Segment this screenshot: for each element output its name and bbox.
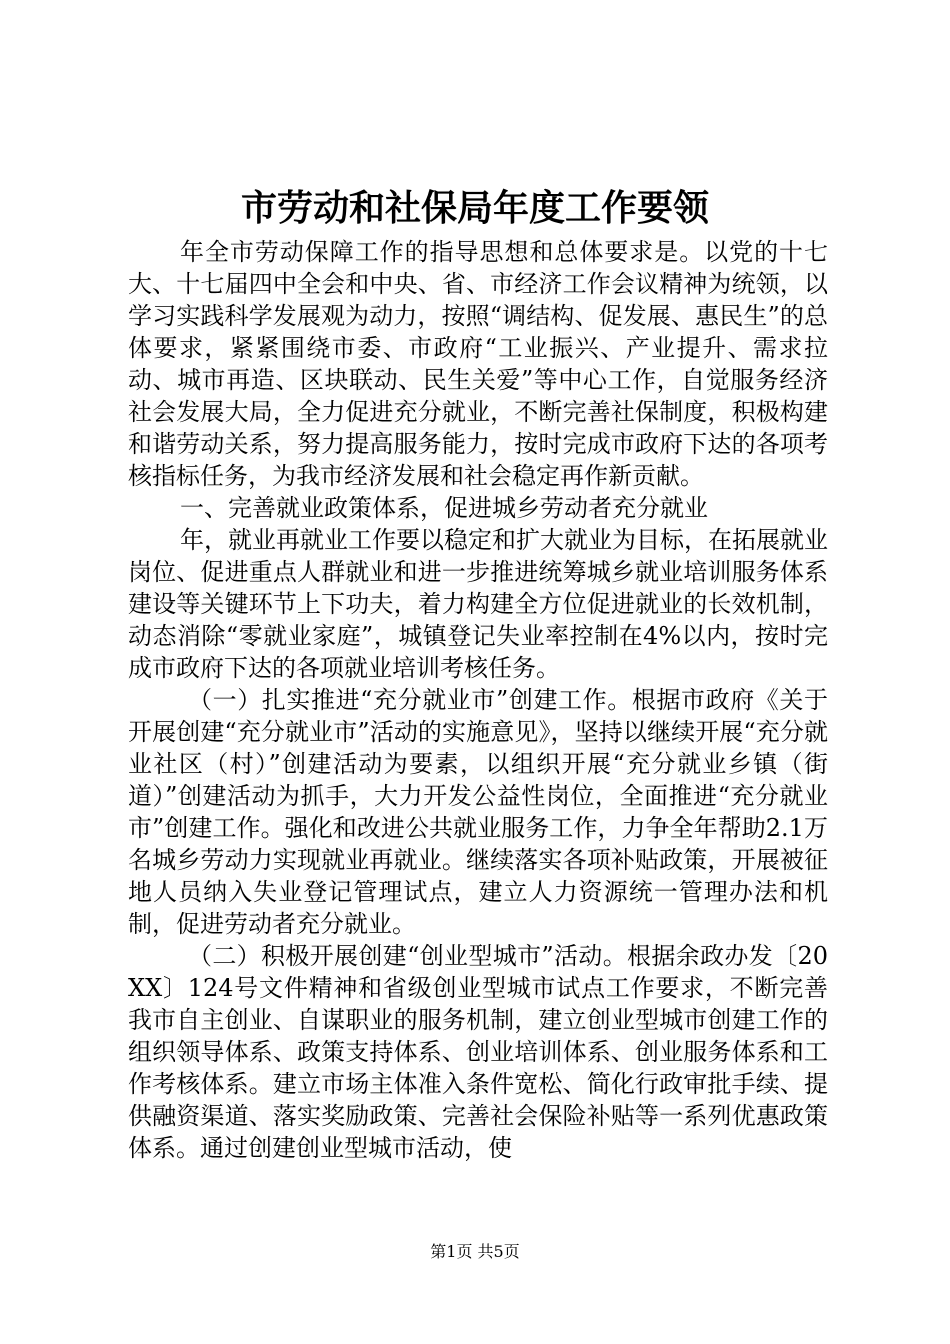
document-body — [128, 236, 828, 1164]
section-heading-employment: 一、完善就业政策体系，促进城乡劳动者充分就业 — [180, 494, 708, 522]
paragraph-full-employment-city: （一）扎实推进“充分就业市”创建工作。根据市政府《关于开展创建“充分就业市”活动的实施意见》，坚持以继续开展“充分就业社区（村）”创建活动为要素，以组织开展“充分就业乡镇（街道）”创建活动为抓手，大力开发公益性岗位，全面推进“充分就业市”创建工作。强化和改进公共就业服务工作，力争全年帮助2.1万名城乡劳动力实现就业再就业。继续落实各项补贴政策，开展被征地人员纳入失业登记管理试点，建立人力资源统一管理办法和机制，促进劳动者充分就业。 — [128, 686, 828, 938]
document-title: 市劳动和社保局年度工作要领 — [240, 187, 709, 229]
paragraph-employment-goals: 年，就业再就业工作要以稳定和扩大就业为目标，在拓展就业岗位、促进重点人群就业和进一步推进统筹城乡就业培训服务体系建设等关键环节上下功夫，着力构建全方位促进就业的长效机制，动态消除“零就业家庭”，城镇登记失业率控制在4%以内，按时完成市政府下达的各项就业培训考核任务。 — [128, 526, 828, 682]
paragraph-entrepreneurial-city: （二）积极开展创建“创业型城市”活动。根据余政办发〔20XX〕124号文件精神和省级创业型城市试点工作要求，不断完善我市自主创业、自谋职业的服务机制，建立创业型城市创建工作的组织领导体系、政策支持体系、创业培训体系、创业服务体系和工作考核体系。建立市场主体准入条件宽松、简化行政审批手续、提供融资渠道、落实奖励政策、完善社会保险补贴等一系列优惠政策体系。通过创建创业型城市活动，使 — [128, 942, 828, 1162]
paragraph-guiding-thought: 年全市劳动保障工作的指导思想和总体要求是。以党的十七大、十七届四中全会和中央、省、市经济工作会议精神为统领，以学习实践科学发展观为动力，按照“调结构、促发展、惠民生”的总体要求，紧紧围绕市委、市政府“工业振兴、产业提升、需求拉动、城市再造、区块联动、民生关爱”等中心工作，自觉服务经济社会发展大局，全力促进充分就业，不断完善社保制度，积极构建和谐劳动关系，努力提高服务能力，按时完成市政府下达的各项考核指标任务，为我市经济发展和社会稳定再作新贡献。 — [128, 238, 828, 490]
page-footer: 第1页 共5页 — [430, 1242, 520, 1261]
